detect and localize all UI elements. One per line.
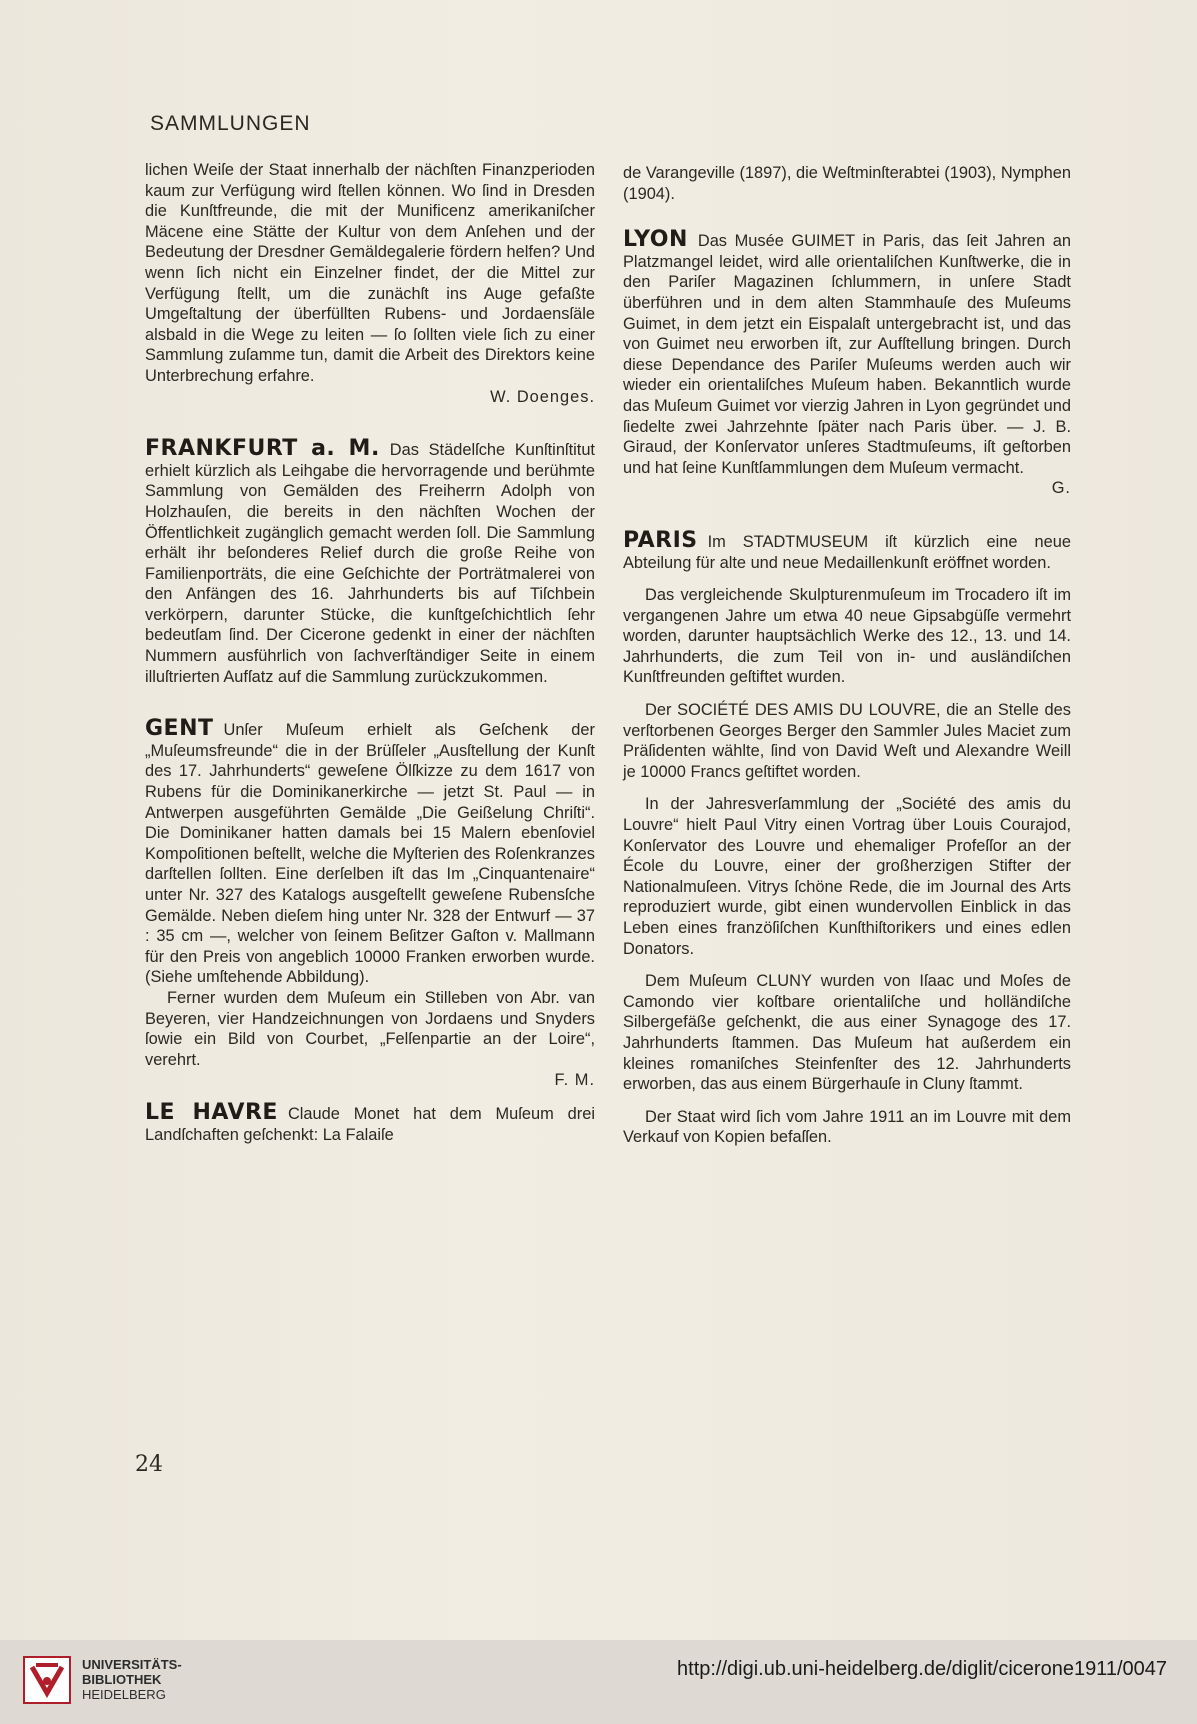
lyon-signature: G. — [1051, 479, 1071, 498]
gent-section — [145, 716, 595, 988]
havre-section — [145, 1099, 595, 1145]
library-name — [82, 1657, 182, 1702]
page-number: 24 — [135, 1452, 163, 1477]
page-header: SAMMLUNGEN — [150, 112, 311, 135]
paris-text-1: Im STADTMUSEUM iſt kürzlich eine neue Abteilung für alte und neue Medaillenkunſt eröffnet worden. — [623, 532, 1071, 572]
paris-paragraph-4: In der Jahresverſammlung der „Société des amis du Louvre“ hielt Paul Vitry einen Vortrag über Louis Courajod, Konſervator des Louvre und ehemaliger Profeſſor an der École du Louvre, einer der großherzigen Stifter der Nationalmuſeen. Vitrys ſchöne Rede, die im Journal des Arts reproduziert wurde, gibt einen wundervollen Einblick in das Leben eines franzöſiſchen Kunſthiſtorikers und eines edlen Donators. — [623, 795, 1071, 958]
source-url-link[interactable]: http://digi.ub.uni-heidelberg.de/diglit/cicerone1911/0047 — [677, 1658, 1167, 1680]
left-column — [145, 160, 595, 1145]
gent-text: Unſer Muſeum erhielt als Geſchenk der „Muſeumsfreunde“ die in der Brüſſeler „Ausſtellung der Kunſt des 17. Jahrhunderts“ geweſene Ölſkizze zu dem 1617 von Rubens für die Dominikanerkirche — jetzt St. Paul — in Antwerpen ausgeführten Gemälde „Die Geißelung Chriſti“. Die Dominikaner hatten damals bei 15 Malern ebenſoviel Kompoſitionen beſtellt, welche die Myſterien des Roſenkranzes darſtellen ſollten. Eine derſelben iſt das Im „Cinquantenaire“ unter Nr. 327 des Katalogs ausgeſtellt geweſene Rubensſche Gemälde. Neben dieſem hing unter Nr. 328 der Entwurf — 37 : 35 cm —, welcher von ſeinem Beſitzer Gaſton v. Mallmann für den Preis von angeblich 10000 Franken erworben wurde. (Siehe umſtehende Abbildung). — [145, 721, 595, 987]
frankfurt-heading: FRANKFURT a. M. — [145, 436, 380, 462]
lyon-heading: LYON — [623, 227, 688, 253]
library-name-line-1: UNIVERSITÄTS- — [82, 1657, 182, 1672]
gent-paragraph-2: Ferner wurden dem Muſeum ein Stilleben von Abr. van Beyeren, vier Handzeichnungen von Jordaens und Snyders ſowie ein Bild von Courbet, „Felſenpartie an der Loire“, verehrt. — [145, 988, 595, 1069]
library-name-line-2: BIBLIOTHEK — [82, 1672, 162, 1687]
paris-heading: PARIS — [623, 527, 698, 553]
intro-paragraph: lichen Weiſe der Staat innerhalb der nächſten Finanzperioden kaum zur Verfügung wird ſtellen können. Wo ſind in Dresden die Kunſtfreunde, die mit der Munificenz amerikaniſcher Mäcene eine Stätte der Kultur von dem Anſehen und der Bedeutung der Dresdner Gemäldegalerie fördern helfen? Und wenn ſich nicht ein Einzelner findet, der die Mittel zur Verfügung ſtellt, um die zunächſt ins Auge gefaßte Umgeſtaltung der überfüllten Rubens- und Jordaensſäle alsbald in die Wege zu leiten — ſo ſollten viele ſich zu einer Sammlung zuſamme tun, damit die Arbeit des Direktors keine Unterbrechung erfahre. — [145, 161, 595, 385]
continuation-paragraph: de Varangeville (1897), die Weſtminſterabtei (1903), Nymphen (1904). — [623, 164, 1071, 203]
paris-section — [623, 527, 1071, 573]
havre-heading: LE HAVRE — [145, 1099, 278, 1125]
library-name-line-3: HEIDELBERG — [82, 1687, 166, 1702]
right-column — [623, 163, 1071, 1148]
lyon-section — [623, 227, 1071, 478]
frankfurt-text: Das Städelſche Kunſtinſtitut erhielt kürzlich als Leihgabe die hervorragende und berühmte Sammlung von Gemälden des Freiherrn Adolph von Holzhauſen, die bereits in den nächſten Wochen der Öffentlichkeit zugänglich gemacht werden ſoll. Die Sammlung erhält ihr beſonderes Relief durch die große Reihe von Familienporträts, die eine Geſchichte der Porträtmalerei von den Anfängen des 16. Jahrhunderts bis auf Tiſchbein verkörpern, darunter Stücke, die kunſtgeſchichtlich ſehr bedeutſam ſind. Der Cicerone gedenkt in einer der nächſten Nummern ausführlich von ſachverſtändiger Seite in einem illuſtrierten Aufſatz auf die Sammlung zurückzukommen. — [145, 441, 595, 686]
gent-signature: F. M. — [554, 1071, 595, 1090]
frankfurt-section — [145, 436, 595, 687]
havre-text: Claude Monet hat dem Muſeum drei Landſchaften geſchenkt: La Falaiſe — [145, 1104, 595, 1144]
gent-heading: GENT — [145, 716, 214, 742]
lyon-text: Das Musée GUIMET in Paris, das ſeit Jahren an Platzmangel leidet, wird alle orientaliſchen Kunſtwerke, die in den Pariſer Magazinen ſchlummern, in unſere Stadt überführen und in dem alten Stammhauſe des Muſeums Guimet, in dem jetzt ein Eispalaſt untergebracht ist, und das von Guimet neu erworben iſt, zur Aufſtellung bringen. Durch diese Dependance des Pariſer Muſeums werden auch wir wieder ein orientaliſches Muſeum haben. Bekanntlich wurde das Muſeum Guimet vor vierzig Jahren in Lyon gegründet und ſiedelte zwei Jahrzehnte ſpäter nach Paris über. — J. B. Giraud, der Konſervator unſeres Stadtmuſeums, iſt geſtorben und hat ſeine Kunſtſammlungen dem Muſeum vermacht. — [623, 232, 1071, 477]
intro-signature: W. Doenges. — [490, 387, 595, 406]
paris-paragraph-3: Der SOCIÉTÉ DES AMIS DU LOUVRE, die an Stelle des verſtorbenen Georges Berger den Sammler Jules Maciet zum Präſidenten wählte, ſind von David Weſt und Alexandre Weill je 10000 Francs geſtiftet worden. — [623, 701, 1071, 781]
paris-paragraph-2: Das vergleichende Skulpturenmuſeum im Trocadero iſt im vergangenen Jahre um etwa 40 neue Gipsabgüſſe vermehrt worden, darunter hauptsächlich Werke des 12., 13. und 14. Jahrhunderts, die zum Teil von in- und ausländiſchen Kunſtfreunden geſtiftet wurden. — [623, 586, 1071, 687]
paris-paragraph-6: Der Staat wird ſich vom Jahre 1911 an im Louvre mit dem Verkauf von Kopien befaſſen. — [623, 1107, 1071, 1147]
university-library-logo-icon — [22, 1655, 72, 1705]
paris-paragraph-5: Dem Muſeum CLUNY wurden von Iſaac und Moſes de Camondo vier koſtbare orientaliſche und holländiſche Silbergefäße geſchenkt, die aus einer Synagoge des 17. Jahrhunderts ſtammen. Das Muſeum hat außerdem ein kleines romaniſches Steinfenſter des 12. Jahrhunderts erworben, das aus einem Bürgerhauſe in Cluny ſtammt. — [623, 972, 1071, 1094]
